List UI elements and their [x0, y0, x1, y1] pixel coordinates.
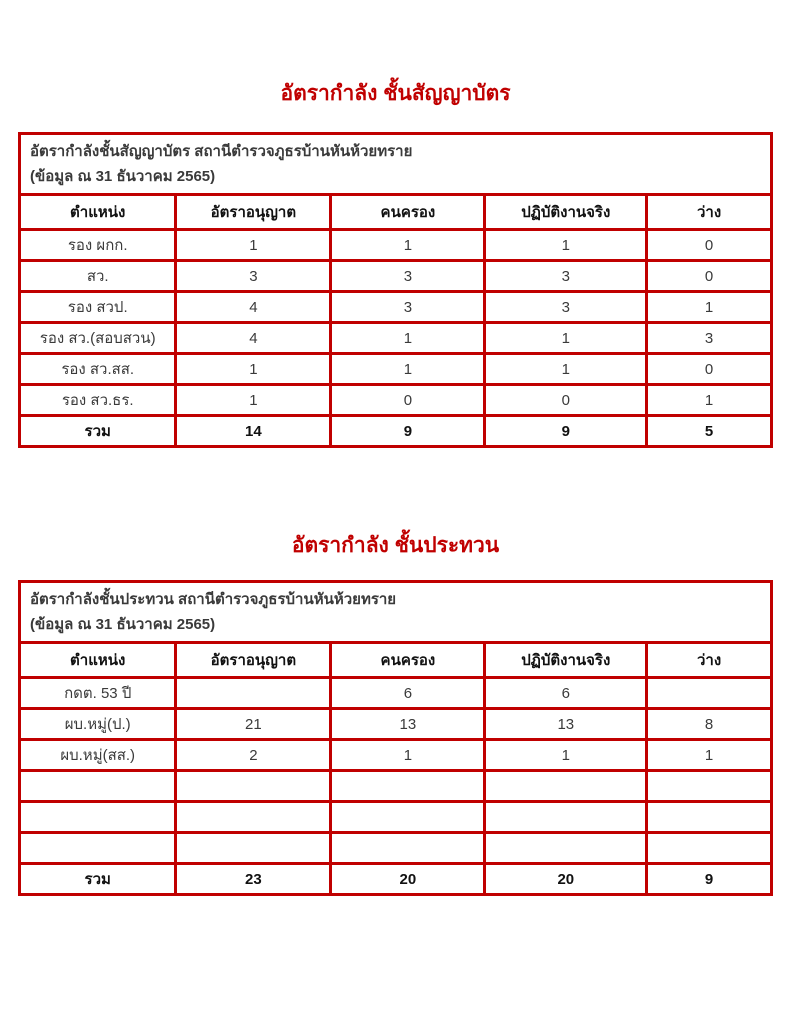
table2-caption-line2: (ข้อมูล ณ 31 ธันวาคม 2565) — [30, 616, 216, 633]
table-row — [20, 292, 772, 323]
table-cell: 9 — [331, 416, 485, 447]
table-cell — [485, 833, 647, 864]
table-cell: ผบ.หมู่(สส.) — [20, 740, 176, 771]
table-cell: 0 — [485, 385, 647, 416]
table-cell: 5 — [647, 416, 772, 447]
section1-title: อัตรากำลัง ชั้นสัญญาบัตร — [280, 82, 511, 105]
table-cell: รอง ผกก. — [20, 230, 176, 261]
table2-caption-line1: อัตรากำลังชั้นประทวน สถานีตำรวจภูธรบ้านหันห้วยทราย — [30, 591, 397, 608]
table1-header-occupied: คนครอง — [331, 195, 485, 230]
table-cell: 4 — [176, 323, 331, 354]
table-cell: รอง สว.(สอบสวน) — [20, 323, 176, 354]
table2-header-authorized: อัตราอนุญาต — [176, 643, 331, 678]
table-cell: 0 — [647, 354, 772, 385]
table2-header-actual: ปฏิบัติงานจริง — [485, 643, 647, 678]
table-cell: 1 — [647, 385, 772, 416]
table-row — [20, 385, 772, 416]
table-cell: 1 — [331, 354, 485, 385]
table-cell — [647, 771, 772, 802]
table-cell — [20, 802, 176, 833]
table-cell: รวม — [20, 416, 176, 447]
table-cell: 8 — [647, 709, 772, 740]
table-cell: รอง สวป. — [20, 292, 176, 323]
table-cell: รอง สว.ธร. — [20, 385, 176, 416]
table1-header-authorized: อัตราอนุญาต — [176, 195, 331, 230]
table-cell: 0 — [647, 230, 772, 261]
ncos-table — [18, 580, 773, 896]
table-row — [20, 740, 772, 771]
table-cell — [331, 802, 485, 833]
table-cell: 0 — [331, 385, 485, 416]
table-row-empty — [20, 771, 772, 802]
table-cell: 1 — [485, 323, 647, 354]
table-cell: 0 — [647, 261, 772, 292]
commissioned-officers-table — [18, 132, 773, 448]
table-cell: 3 — [647, 323, 772, 354]
table1-caption-cell — [20, 134, 772, 195]
table-cell: 13 — [485, 709, 647, 740]
table-cell: 4 — [176, 292, 331, 323]
table-cell — [647, 833, 772, 864]
table-cell: รวม — [20, 864, 176, 895]
table-cell: 20 — [485, 864, 647, 895]
table-cell — [176, 802, 331, 833]
table-cell — [176, 833, 331, 864]
table-cell — [485, 771, 647, 802]
table-cell: 9 — [647, 864, 772, 895]
table2-header-vacant: ว่าง — [647, 643, 772, 678]
table-cell: 6 — [485, 678, 647, 709]
table-cell: รอง สว.สส. — [20, 354, 176, 385]
table-cell — [485, 802, 647, 833]
table-cell: 1 — [331, 740, 485, 771]
table1-caption-line1: อัตรากำลังชั้นสัญญาบัตร สถานีตำรวจภูธรบ้านหันห้วยทราย — [30, 143, 413, 160]
table1-caption-line2: (ข้อมูล ณ 31 ธันวาคม 2565) — [30, 168, 216, 185]
table-row-empty — [20, 802, 772, 833]
table-cell: 3 — [485, 292, 647, 323]
table2-caption-row — [20, 582, 772, 643]
table-cell: 1 — [176, 230, 331, 261]
table-row-empty — [20, 833, 772, 864]
table-cell: 9 — [485, 416, 647, 447]
table-cell — [176, 771, 331, 802]
table-cell: 6 — [331, 678, 485, 709]
table1-header-actual: ปฏิบัติงานจริง — [485, 195, 647, 230]
table2-header-occupied: คนครอง — [331, 643, 485, 678]
table2-caption-cell — [20, 582, 772, 643]
table-cell: ผบ.หมู่(ป.) — [20, 709, 176, 740]
table-cell: 13 — [331, 709, 485, 740]
table2-header-position: ตำแหน่ง — [20, 643, 176, 678]
table-cell: 3 — [485, 261, 647, 292]
table1-header-vacant: ว่าง — [647, 195, 772, 230]
table-cell — [20, 771, 176, 802]
table-cell: กดต. 53 ปี — [20, 678, 176, 709]
table-row — [20, 354, 772, 385]
table-cell: 3 — [176, 261, 331, 292]
table1-header-position: ตำแหน่ง — [20, 195, 176, 230]
table-cell: 1 — [331, 230, 485, 261]
table-cell — [647, 802, 772, 833]
table-cell — [176, 678, 331, 709]
table-cell: 1 — [176, 385, 331, 416]
table2-header-row — [20, 643, 772, 678]
table-cell: 3 — [331, 261, 485, 292]
table-cell: 1 — [176, 354, 331, 385]
table-row — [20, 230, 772, 261]
table-cell: 1 — [485, 230, 647, 261]
table-cell: 1 — [485, 354, 647, 385]
table-cell: 20 — [331, 864, 485, 895]
table-cell: 1 — [647, 292, 772, 323]
table-cell: 3 — [331, 292, 485, 323]
table-cell: สว. — [20, 261, 176, 292]
table1-total-row — [20, 416, 772, 447]
table-row — [20, 261, 772, 292]
table-cell: 14 — [176, 416, 331, 447]
table-cell: 21 — [176, 709, 331, 740]
table-cell: 23 — [176, 864, 331, 895]
table-cell: 1 — [485, 740, 647, 771]
table-cell: 1 — [647, 740, 772, 771]
table1-header-row — [20, 195, 772, 230]
table1-caption-row — [20, 134, 772, 195]
table-row — [20, 709, 772, 740]
table-cell — [647, 678, 772, 709]
table-cell — [331, 771, 485, 802]
table2-total-row — [20, 864, 772, 895]
section2-title: อัตรากำลัง ชั้นประทวน — [291, 534, 500, 557]
table-cell: 2 — [176, 740, 331, 771]
table-row — [20, 678, 772, 709]
table-cell — [20, 833, 176, 864]
table-cell: 1 — [331, 323, 485, 354]
table-row — [20, 323, 772, 354]
table-cell — [331, 833, 485, 864]
